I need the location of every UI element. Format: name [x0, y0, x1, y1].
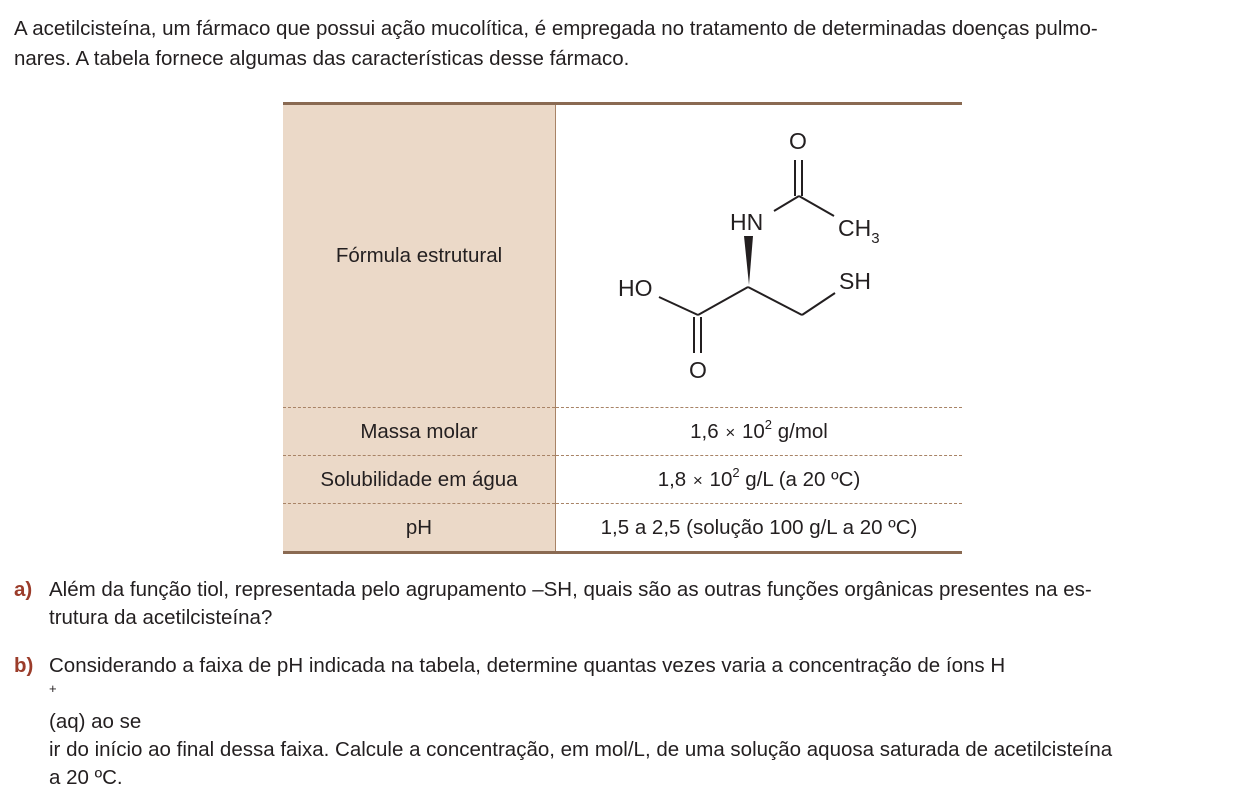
question-letter: a)	[14, 578, 33, 601]
bond-cs	[802, 293, 835, 315]
bond-lines	[556, 105, 962, 407]
question-a	[14, 576, 1234, 632]
intro-paragraph	[14, 14, 1232, 74]
question-b	[14, 652, 1234, 792]
question-line: ir do início ao final dessa faixa. Calcule a concentração, em mol/L, de uma solução aquosa saturada de acetilcisteína	[49, 738, 1113, 761]
bond-c-ch3	[799, 196, 834, 216]
intro-line: A acetilcisteína, um fármaco que possui ação mucolítica, é empregada no tratamento de determinadas doenças pulmo-	[14, 17, 1098, 40]
solubility-value: $1,8 \times 10^2$ g/L (a 20 ºC)	[556, 456, 963, 504]
table-row	[283, 104, 962, 408]
row-label: pH	[283, 504, 556, 553]
atom-ho: HO	[618, 275, 653, 301]
row-label: Massa molar	[283, 408, 556, 456]
structural-formula-cell	[556, 104, 963, 408]
structural-formula	[556, 105, 962, 407]
table-row	[283, 456, 962, 504]
drug-properties-table	[283, 102, 962, 554]
row-label: Solubilidade em água	[283, 456, 556, 504]
question-text	[49, 576, 1234, 632]
row-label: Fórmula estrutural	[283, 104, 556, 408]
bond-ca	[698, 287, 748, 315]
bond-n-c	[774, 196, 799, 211]
question-line: trutura da acetilcisteína?	[49, 606, 273, 629]
table-row	[283, 504, 962, 553]
question-letter: b)	[14, 654, 34, 677]
atom-o-top: O	[789, 128, 807, 154]
atom-ch3: $CH_3$	[838, 215, 880, 247]
question-line: a 20 ºC.	[49, 766, 123, 789]
wedge-bond	[744, 236, 753, 285]
atom-sh: SH	[839, 268, 871, 294]
molar-mass-value: $1,6 \times 10^2$ g/mol	[556, 408, 963, 456]
atom-o-bottom: O	[689, 357, 707, 383]
bond-oh	[659, 297, 698, 315]
question-text	[49, 652, 1234, 792]
question-line: Considerando a faixa de pH indicada na tabela, determine quantas vezes varia a concentração de íons H + (aq) ao se	[49, 654, 1006, 733]
intro-line: nares. A tabela fornece algumas das características desse fármaco.	[14, 47, 630, 70]
atom-hn: HN	[730, 209, 764, 235]
table-row	[283, 408, 962, 456]
ph-value: 1,5 a 2,5 (solução 100 g/L a 20 ºC)	[556, 504, 963, 553]
bond-cb	[748, 287, 802, 315]
question-line: Além da função tiol, representada pelo agrupamento –SH, quais são as outras funções orgânicas presentes na es-	[49, 578, 1092, 601]
